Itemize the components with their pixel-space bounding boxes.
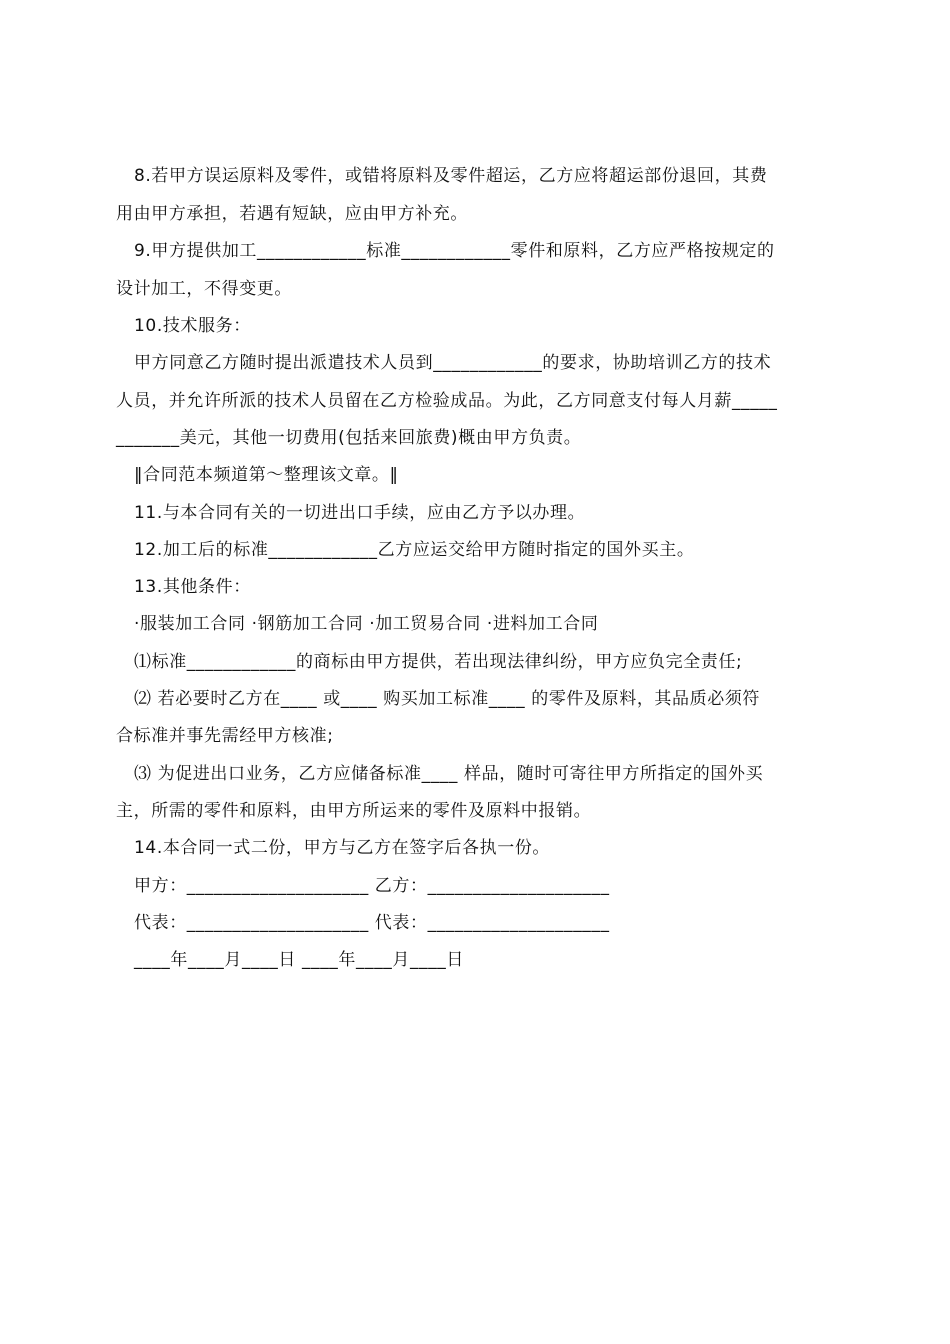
signature-representatives: 代表：____________________ 代表：____________________ bbox=[134, 913, 610, 933]
signature-parties: 甲方：____________________ 乙方：____________________ bbox=[134, 876, 610, 896]
clause-13-item-2-line-1: ⑵ 若必要时乙方在____ 或____ 购买加工标准____ 的零件及原料，其品质必须符 bbox=[134, 689, 761, 709]
clause-13-item-2-line-2: 合标准并事先需经甲方核准; bbox=[116, 726, 334, 746]
clause-8-line-1: 8.若甲方误运原料及零件，或错将原料及零件超运，乙方应将超运部份退回，其费 bbox=[134, 166, 768, 186]
signature-dates: ____年____月____日 ____年____月____日 bbox=[134, 950, 465, 970]
clause-11: 11.与本合同有关的一切进出口手续，应由乙方予以办理。 bbox=[134, 503, 586, 523]
related-links: ·服装加工合同 ·钢筋加工合同 ·加工贸易合同 ·进料加工合同 bbox=[134, 614, 599, 634]
clause-8-line-2: 用由甲方承担，若遇有短缺，应由甲方补充。 bbox=[116, 204, 468, 224]
clause-12: 12.加工后的标准____________乙方应运交给甲方随时指定的国外买主。 bbox=[134, 540, 695, 560]
clause-14: 14.本合同一式二份，甲方与乙方在签字后各执一份。 bbox=[134, 838, 551, 858]
clause-10-heading: 10.技术服务： bbox=[134, 316, 251, 336]
clause-13-item-1: ⑴标准____________的商标由甲方提供，若出现法律纠纷，甲方应负完全责任; bbox=[134, 652, 743, 672]
clause-13-item-3-line-2: 主，所需的零件和原料，由甲方所运来的零件及原料中报销。 bbox=[116, 801, 592, 821]
clause-10-line-3: _______美元，其他一切费用(包括来回旅费)概由甲方负责。 bbox=[116, 428, 582, 448]
source-note: ‖合同范本频道第～整理该文章。‖ bbox=[134, 465, 399, 485]
clause-10-line-1: 甲方同意乙方随时提出派遣技术人员到____________的要求，协助培训乙方的技术 bbox=[134, 353, 772, 373]
clause-13-heading: 13.其他条件： bbox=[134, 577, 251, 597]
clause-9-line-1: 9.甲方提供加工____________标准____________零件和原料，乙方应严格按规定的 bbox=[134, 241, 775, 261]
clause-10-line-2: 人员，并允许所派的技术人员留在乙方检验成品。为此，乙方同意支付每人月薪_____ bbox=[116, 391, 778, 411]
clause-9-line-2: 设计加工，不得变更。 bbox=[116, 279, 292, 299]
clause-13-item-3-line-1: ⑶ 为促进出口业务，乙方应储备标准____ 样品，随时可寄往甲方所指定的国外买 bbox=[134, 764, 764, 784]
